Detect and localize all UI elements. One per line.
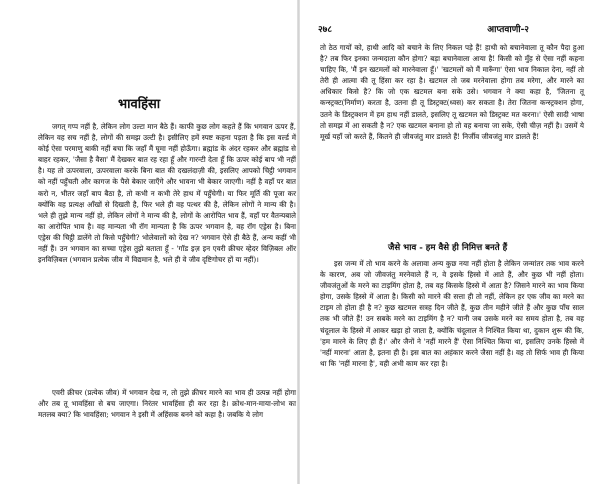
running-header: आप्तवाणी-२: [487, 25, 529, 35]
right-page: [300, 0, 599, 484]
paragraph-4: इस जन्म में तो भाव करने के अलावा अन्य कुछ नया नहीं होता है लेकिन जन्मांतर तक भाव करने के कारण, अब जो जीवजंतु मरनेवाले हैं न, वे इसके हिस्से में आते हैं, और कुछ भी नहीं होता। जीवजंतुओं के मरने का टाइमिंग होता है, तब वह किसके हिस्से में आता है? जिसने मारने का भाव किया होगा, उसके हिस्से में आता है। किसी को मारने की सत्ता ही तो नहीं, लेकिन हर एक जीव का मरने का टाइम तो होता ही है न? कुछ खटमल सत्रह दिन जीते हैं, कुछ तीन महीने जीते हैं और कुछ पाँच साल तक भी जीते हैं! उन सबके मरने का टाइमिंग है न? यानी जब उसके मरने का समय होता है, तब वह चंदूलाल के हिस्से में आकर खड़ा हो जाता है, क्योंकि चंदूलाल ने निश्चित किया था, दुकान शुरू की कि, 'हम मारने के लिए ही हैं।' और जैनों ने 'नहीं मारने हैं' ऐसा निश्चित किया था, इसलिए उनके हिस्से में 'नहीं मारना' आता है, इतना ही है। इस बात का अहंकार करने जैसा नहीं है। वह तो सिर्फ भाव ही किया था कि 'नहीं मारना है', वही अभी काम कर रहा है।: [320, 259, 584, 368]
section-title: भावहिंसा: [118, 97, 161, 112]
paragraph-3: तो ठेठ गायों को, हाथी आदि को बचाने के लिए निकल पड़े हैं! हाथी को बचानेवाला तू कौन पैदा हुआ है? तब फिर इनका जन्मदाता कौन होगा? बड़ा बचानेवाला आया है! किसी को मुँह से ऐसा नहीं कहना चाहिए कि, 'मैं इन खटमलों को मारनेवाला हूँ।' 'खटमलों को मैं मारूँगा' ऐसा भाव निकाल देना, नहीं तो तेरी ही आत्मा की तू हिंसा कर रहा है। खटमल तो जब मरनेवाला होगा तब मरेगा, और मारने का अधिकार किसे है? कि जो एक खटमल बना सके उसे। भगवान ने क्या कहा है, 'जितना तू कन्स्ट्रक्ट(निर्माण) करता है, उतना ही तू डिस्ट्रक्ट(ध्वस) कर सकता है। तेरा जितना कन्स्ट्रक्शन होगा, उतने के डिस्ट्रक्शन में हम हाथ नहीं डालते, इसलिए तू खटमल को डिस्ट्रक्ट मत करना।' ऐसी सादी भाषा तो समझ में आ सकती है न? एक खटमल बनाना हो तो वह बनाया जा सके, ऐसी चीज़ नहीं है। उसमें ये मूर्ख यहाँ जो करते हैं, कितने ही जीवजंतु मार डालते हैं! निर्जीव जीवजंतु मार डालते हैं!: [320, 43, 584, 141]
paragraph-2: एवरी क्रीचर (प्रत्येक जीव) में भगवान देख न, तो तुझे क्रीचर मारने का भाव ही उत्पन्न नहीं होगा और तब तू भावहिंसा से बच जाएगा। निरंतर भावहिंसा ही कर रहा है। क्रोध-मान-माया-लोभ का मतलब क्या? कि भावहिंसा; भगवान ने इसी में अहिंसक बनने को कहा है। जबकि ये लोग: [38, 388, 296, 420]
left-page: [0, 0, 298, 484]
paragraph-1: जगत् गप्प नहीं है, लेकिन लोग उल्टा मान बैठे हैं। काफी कुछ लोग कहते हैं कि भगवान ऊपर हैं, लेकिन वह सच नहीं है, लोगों की समझ उल्टी है। इसीलिए हमें स्पष्ट कहना पड़ता है कि इस वर्ल्ड में कोई ऐसा परमाणु बाकी नहीं बचा कि जहाँ मैं घूमा नहीं होऊँगा। ब्रह्मांड के अंदर रहकर और ब्रह्मांड से बाहर रहकर, 'जैसा है वैसा' मैं देखकर बात रह रहा हूँ और गारन्टी देता हूँ कि ऊपर कोई बाप भी नहीं है। यह तो ऊपरवाला, ऊपरवाला करके बिना बात की दखलंदाज़ी की, इसलिए आपको चिट्ठी भगवान को नहीं पहुँचती और कागज के पैसे बेकार जाएँगे और भावना भी बेकार जाएगी। नहीं है वहाँ पर बात करो न, भीतर जहाँ बाप बैठा है, तो कभी न कभी तेरे हाथ में पहुँचेगी। या फिर मूर्ति की पूजा कर क्योंकि वह प्रत्यक्ष आँखों से दिखती है, फिर भले ही वह पत्थर की है, लेकिन लोगों ने मान्य की है। भले ही तुझे मान्य नहीं हो, लेकिन लोगों ने मान्य की है, लोगों के आरोपित भाव हैं, वहाँ पर वैतन्यबाले का आरोपित भाव है। वह मान्यता भी रॉग मान्यता है कि ऊपर भगवान है, वह रॉग एड्रेस है। बिना एड्रेस की चिट्ठी डालेंगे तो किसे पहुँचेगी? भोलेवालों को देख न? भगवान ऐसे ही बैठे हैं, अन्य कहीं भी नहीं हैं। उन भगवान का सच्चा एड्रेस तुझे बताता हूँ - 'गॉड इज़ इन एवरी क्रीचर व्हेदर विज़िबल ऑर इनविज़िबल (भगवान प्रत्येक जीव में विद्यमान है, भले ही वे जीव दृष्टिगोचर हों या नहीं)।: [38, 122, 296, 265]
page-number: २७८: [318, 25, 333, 35]
subheading: जैसे भाव - हम वैसे ही निमित्त बनते हैं: [388, 243, 508, 253]
